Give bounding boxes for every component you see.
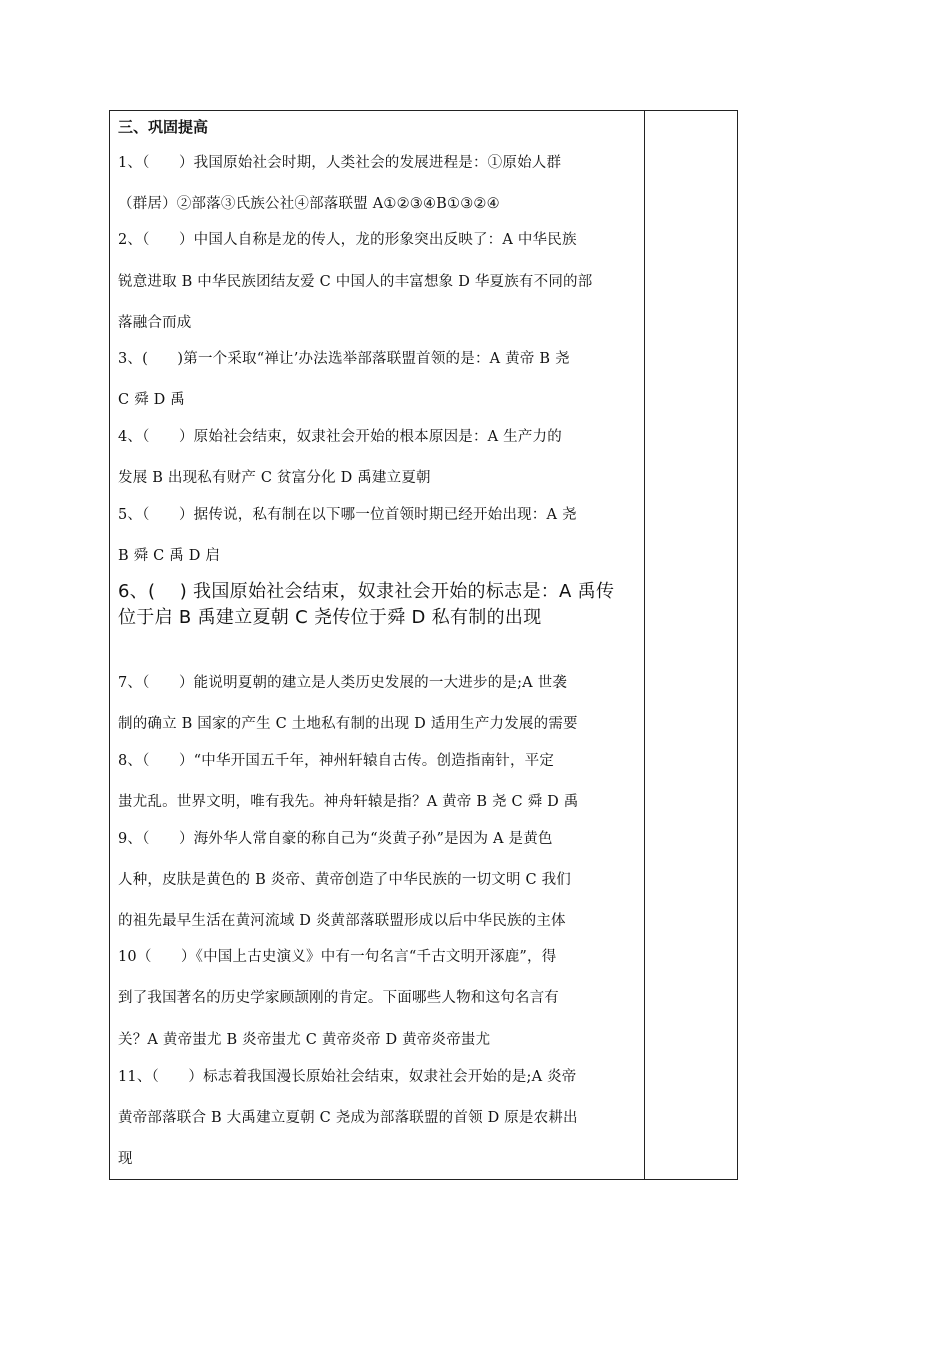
text-line: 现	[118, 1151, 133, 1167]
section-title: 三、巩固提高	[118, 118, 209, 136]
text-line: 11、（ ）标志着我国漫长原始社会结束，奴隶社会开始的是;A 炎帝	[118, 1069, 577, 1085]
text-line: 制的确立 B 国家的产生 C 土地私有制的出现 D 适用生产力发展的需要	[118, 716, 578, 732]
text-line: 黄帝部落联合 B 大禹建立夏朝 C 尧成为部落联盟的首领 D 原是农耕出	[118, 1110, 578, 1126]
text-line: 位于启 B 禹建立夏朝 C 尧传位于舜 D 私有制的出现	[118, 607, 542, 628]
text-line: 人种，皮肤是黄色的 B 炎帝、黄帝创造了中华民族的一切文明 C 我们	[118, 872, 571, 888]
text-line: 6、( ) 我国原始社会结束，奴隶社会开始的标志是：A 禹传	[118, 581, 615, 602]
text-line: 锐意进取 B 中华民族团结友爱 C 中国人的丰富想象 D 华夏族有不同的部	[118, 274, 593, 290]
text-line: 2、（ ）中国人自称是龙的传人，龙的形象突出反映了：A 中华民族	[118, 232, 577, 248]
text-line: B 舜 C 禹 D 启	[118, 548, 221, 564]
text-line: C 舜 D 禹	[118, 392, 185, 408]
text-line: 的祖先最早生活在黄河流域 D 炎黄部落联盟形成以后中华民族的主体	[118, 913, 566, 929]
table-column-divider	[644, 110, 645, 1180]
text-line: 7、（ ）能说明夏朝的建立是人类历史发展的一大进步的是;A 世袭	[118, 675, 568, 691]
text-line: 10（ ）《中国上古史演义》中有一句名言“千古文明开涿鹿”，得	[118, 949, 557, 965]
text-line: 蚩尤乱。世界文明，唯有我先。神舟轩辕是指？A 黄帝 B 尧 C 舜 D 禹	[118, 794, 579, 810]
text-line: 到了我国著名的历史学家顾颉刚的肯定。下面哪些人物和这句名言有	[118, 990, 559, 1006]
text-line: 8、（ ）“中华开国五千年，神州轩辕自古传。创造指南针，平定	[118, 753, 555, 769]
text-line: 关？A 黄帝蚩尤 B 炎帝蚩尤 C 黄帝炎帝 D 黄帝炎帝蚩尤	[118, 1032, 491, 1048]
text-line: （群居）②部落③氏族公社④部落联盟 A①②③④B①③②④	[118, 196, 500, 212]
text-line: 4、（ ）原始社会结束，奴隶社会开始的根本原因是：A 生产力的	[118, 429, 562, 445]
text-line: 5、（ ）据传说，私有制在以下哪一位首领时期已经开始出现：A 尧	[118, 507, 577, 523]
text-line: 发展 B 出现私有财产 C 贫富分化 D 禹建立夏朝	[118, 470, 431, 486]
text-line: 9、（ ）海外华人常自豪的称自己为“炎黄子孙”是因为 A 是黄色	[118, 831, 553, 847]
text-line: 落融合而成	[118, 315, 192, 331]
text-line: 3、( )第一个采取“禅让’办法选举部落联盟首领的是：A 黄帝 B 尧	[118, 351, 570, 367]
text-line: 1、（ ）我国原始社会时期，人类社会的发展进程是：①原始人群	[118, 155, 562, 171]
